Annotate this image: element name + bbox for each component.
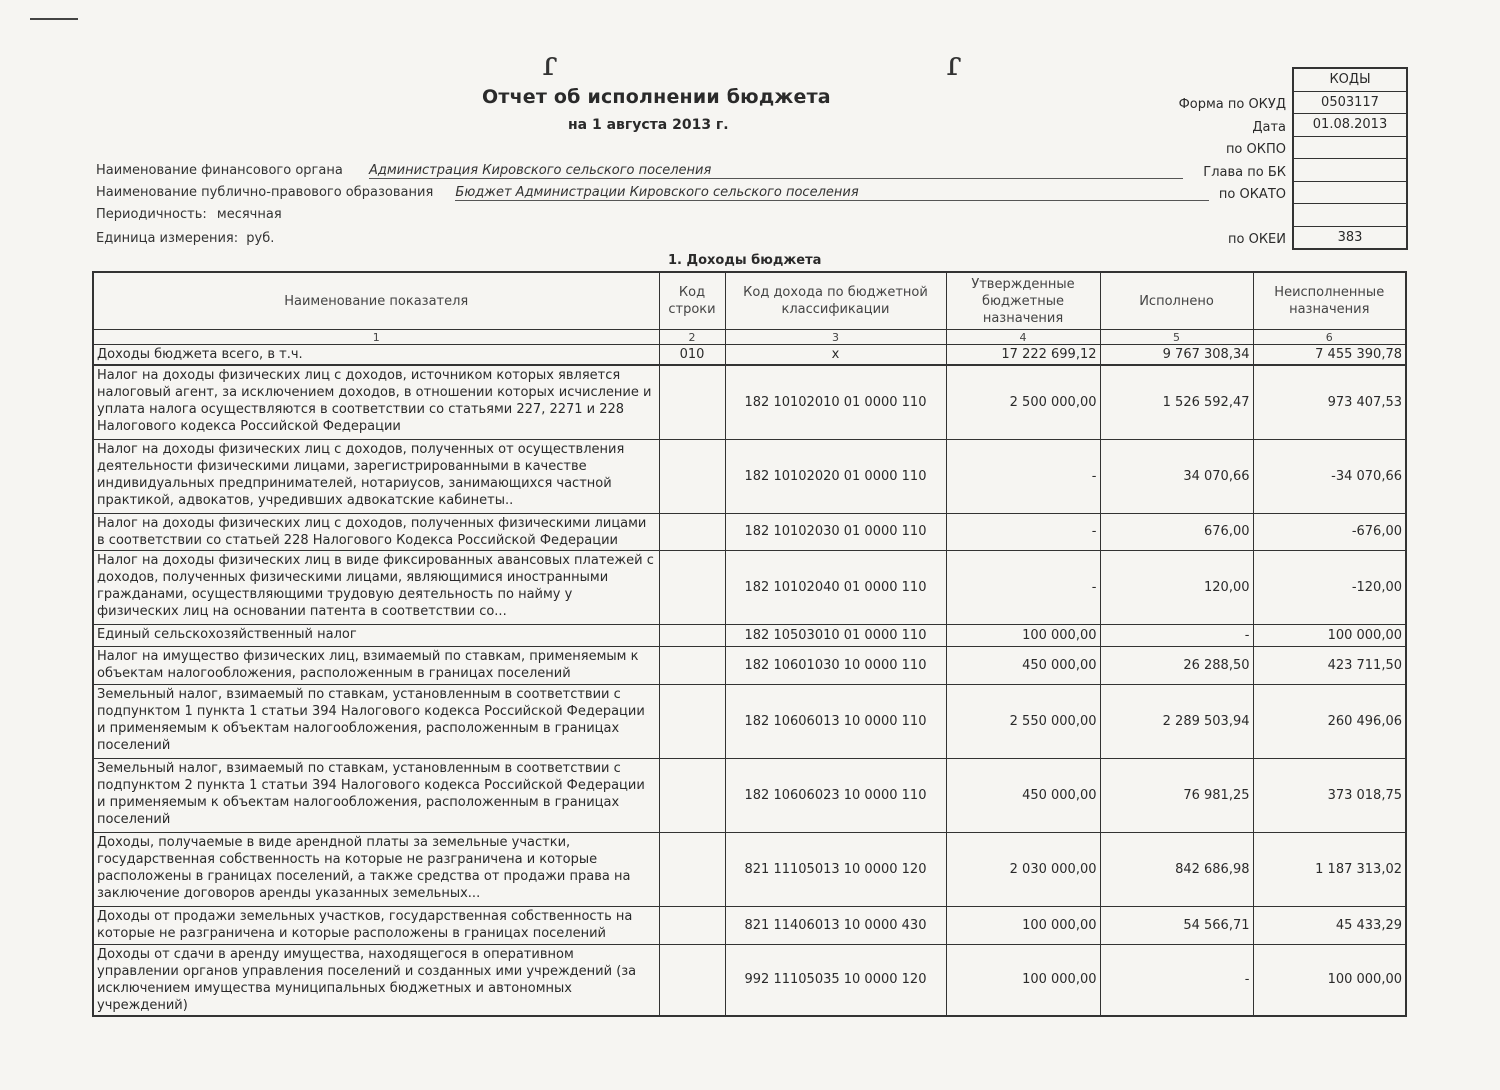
code-value: 0503117 <box>1294 91 1406 114</box>
unit-label: Единица измерения: <box>96 231 239 246</box>
fin-org-label: Наименование финансового органа <box>96 163 343 178</box>
row-name: Налог на доходы физических лиц с доходов, полученных физическими лицами в соответствии со статьей 228 Налогового Кодекса Российской Федерации <box>93 513 659 550</box>
row-approved: 100 000,00 <box>946 906 1100 944</box>
row-kbk: 182 10606013 10 0000 110 <box>725 684 946 758</box>
row-remaining: -676,00 <box>1253 513 1406 550</box>
row-kbk: 182 10601030 10 0000 110 <box>725 646 946 684</box>
row-name: Доходы, получаемые в виде арендной платы за земельные участки, государственная собственность на которые не разграничена и которые расположены в границах поселений, а также средства от продажи права на заключение договоров аренды указанных земельных... <box>93 832 659 906</box>
row-name: Налог на доходы физических лиц с доходов, источником которых является налоговый агент, за исключением доходов, в отношении которых исчисление и уплата налога осуществляются в соответствии со статьями 227, 2271 и 228 Налогового кодекса Российской Федерации <box>93 365 659 439</box>
row-executed: 76 981,25 <box>1100 758 1253 832</box>
row-line-code <box>659 758 725 832</box>
income-table <box>92 271 1407 1017</box>
row-name: Доходы от продажи земельных участков, государственная собственность на которые не разграничена и которые расположены в границах поселений <box>93 906 659 944</box>
row-line-code <box>659 944 725 1016</box>
row-remaining: 7 455 390,78 <box>1253 345 1406 366</box>
period-label: Периодичность: <box>96 207 207 222</box>
report-date: на 1 августа 2013 г. <box>568 117 729 133</box>
unit-row <box>96 231 274 246</box>
code-value <box>1294 136 1406 159</box>
entity-value: Бюджет Администрации Кировского сельского поселения <box>455 185 1209 201</box>
row-name: Земельный налог, взимаемый по ставкам, установленным в соответствии с подпунктом 1 пункта 1 статьи 394 Налогового кодекса Российской Федерации и применяемым к объектам налогообложения, расположенным в границах поселений <box>93 684 659 758</box>
period-row <box>96 207 282 222</box>
row-executed: 9 767 308,34 <box>1100 345 1253 366</box>
entity-label: Наименование публично-правового образования <box>96 185 434 200</box>
row-remaining: -120,00 <box>1253 550 1406 624</box>
row-executed: 842 686,98 <box>1100 832 1253 906</box>
row-approved: - <box>946 513 1100 550</box>
row-name: Доходы бюджета всего, в т.ч. <box>93 345 659 366</box>
row-line-code <box>659 439 725 513</box>
table-row <box>93 439 1406 513</box>
row-line-code <box>659 684 725 758</box>
section-title: 1. Доходы бюджета <box>668 253 822 268</box>
row-line-code <box>659 646 725 684</box>
row-executed: 26 288,50 <box>1100 646 1253 684</box>
table-body <box>93 345 1406 1016</box>
codes-box <box>1292 67 1408 250</box>
entity-row <box>96 185 1209 201</box>
row-line-code <box>659 624 725 646</box>
period-value: месячная <box>216 207 282 222</box>
row-approved: 450 000,00 <box>946 758 1100 832</box>
row-kbk: 182 10606023 10 0000 110 <box>725 758 946 832</box>
row-remaining: 373 018,75 <box>1253 758 1406 832</box>
code-value: 01.08.2013 <box>1294 113 1406 136</box>
table-row <box>93 550 1406 624</box>
row-approved: 17 222 699,12 <box>946 345 1100 366</box>
row-line-code <box>659 365 725 439</box>
row-approved: 450 000,00 <box>946 646 1100 684</box>
row-name: Единый сельскохозяйственный налог <box>93 624 659 646</box>
table-row <box>93 832 1406 906</box>
table-row <box>93 684 1406 758</box>
row-approved: - <box>946 550 1100 624</box>
row-kbk: 821 11406013 10 0000 430 <box>725 906 946 944</box>
col-header: Утвержденные бюджетные назначения <box>946 272 1100 330</box>
row-line-code <box>659 906 725 944</box>
row-line-code <box>659 832 725 906</box>
col-number: 2 <box>659 330 725 345</box>
row-kbk: 182 10102020 01 0000 110 <box>725 439 946 513</box>
table-row <box>93 345 1406 366</box>
row-executed: 676,00 <box>1100 513 1253 550</box>
row-executed: 120,00 <box>1100 550 1253 624</box>
col-header: Наименование показателя <box>93 272 659 330</box>
codes-heading: КОДЫ <box>1329 72 1371 87</box>
row-remaining: 100 000,00 <box>1253 944 1406 1016</box>
row-executed: 54 566,71 <box>1100 906 1253 944</box>
code-value <box>1294 181 1406 204</box>
row-name: Налог на доходы физических лиц в виде фиксированных авансовых платежей с доходов, полученных физическими лицами, являющимися иностранными гражданами, осуществляющими трудовую деятельность по найму у физических лиц на основании патента в соответствии со... <box>93 550 659 624</box>
table-row <box>93 365 1406 439</box>
row-kbk: 821 11105013 10 0000 120 <box>725 832 946 906</box>
stamp-mark-left: ɾ <box>542 44 558 84</box>
col-number: 6 <box>1253 330 1406 345</box>
col-header: Исполнено <box>1100 272 1253 330</box>
row-approved: 2 500 000,00 <box>946 365 1100 439</box>
table-row <box>93 944 1406 1016</box>
row-remaining: 973 407,53 <box>1253 365 1406 439</box>
column-number-row <box>93 330 1406 345</box>
row-kbk: 992 11105035 10 0000 120 <box>725 944 946 1016</box>
row-line-code: 010 <box>659 345 725 366</box>
row-approved: - <box>946 439 1100 513</box>
col-header: Код дохода по бюджетной классификации <box>725 272 946 330</box>
row-remaining: 45 433,29 <box>1253 906 1406 944</box>
table-row <box>93 646 1406 684</box>
col-header: Неисполненные назначения <box>1253 272 1406 330</box>
table-header-row <box>93 272 1406 330</box>
row-line-code <box>659 550 725 624</box>
row-kbk: 182 10102030 01 0000 110 <box>725 513 946 550</box>
code-value <box>1294 203 1406 226</box>
col-number: 3 <box>725 330 946 345</box>
row-executed: 2 289 503,94 <box>1100 684 1253 758</box>
row-name: Налог на имущество физических лиц, взимаемый по ставкам, применяемым к объектам налогообложения, расположенным в границах поселений <box>93 646 659 684</box>
row-kbk: 182 10102010 01 0000 110 <box>725 365 946 439</box>
row-approved: 2 550 000,00 <box>946 684 1100 758</box>
row-kbk: 182 10102040 01 0000 110 <box>725 550 946 624</box>
page-title: Отчет об исполнении бюджета <box>482 86 831 108</box>
row-kbk: х <box>725 345 946 366</box>
col-number: 5 <box>1100 330 1253 345</box>
code-label: по ОКАТО <box>1218 187 1286 202</box>
unit-value: руб. <box>246 231 275 246</box>
code-label: по ОКПО <box>1225 142 1286 157</box>
codes-labels <box>1086 94 1286 252</box>
row-approved: 2 030 000,00 <box>946 832 1100 906</box>
row-remaining: 260 496,06 <box>1253 684 1406 758</box>
code-value <box>1294 158 1406 181</box>
code-label: по ОКЕИ <box>1228 232 1286 247</box>
row-remaining: 423 711,50 <box>1253 646 1406 684</box>
code-label: Форма по ОКУД <box>1178 97 1286 112</box>
fin-org-value: Администрация Кировского сельского поселения <box>369 163 1183 179</box>
row-executed: 34 070,66 <box>1100 439 1253 513</box>
row-remaining: 100 000,00 <box>1253 624 1406 646</box>
row-remaining: 1 187 313,02 <box>1253 832 1406 906</box>
row-approved: 100 000,00 <box>946 624 1100 646</box>
col-header: Код строки <box>659 272 725 330</box>
col-number: 1 <box>93 330 659 345</box>
code-label <box>1086 207 1286 230</box>
corner-mark <box>30 18 78 20</box>
row-executed: - <box>1100 944 1253 1016</box>
table-row <box>93 758 1406 832</box>
col-number: 4 <box>946 330 1100 345</box>
table-row <box>93 624 1406 646</box>
stamp-mark-right: ɾ <box>946 44 962 84</box>
row-remaining: -34 070,66 <box>1253 439 1406 513</box>
code-label: Дата <box>1252 119 1286 135</box>
row-executed: - <box>1100 624 1253 646</box>
row-line-code <box>659 513 725 550</box>
row-name: Налог на доходы физических лиц с доходов, полученных от осуществления деятельности физическими лицами, зарегистрированными в качестве индивидуальных предпринимателей, нотариусов, занимающихся частной практикой, адвокатов, учредивших адвокатские кабинеты.. <box>93 439 659 513</box>
code-label: Глава по БК <box>1203 164 1286 180</box>
row-name: Доходы от сдачи в аренду имущества, находящегося в оперативном управлении органов управления поселений и созданных ими учреждений (за исключением имущества муниципальных бюджетных и автономных учреждений) <box>93 944 659 1016</box>
code-value: 383 <box>1294 226 1406 249</box>
table-row <box>93 906 1406 944</box>
fin-org-row <box>96 163 1183 179</box>
row-executed: 1 526 592,47 <box>1100 365 1253 439</box>
table-row <box>93 513 1406 550</box>
row-approved: 100 000,00 <box>946 944 1100 1016</box>
row-kbk: 182 10503010 01 0000 110 <box>725 624 946 646</box>
row-name: Земельный налог, взимаемый по ставкам, установленным в соответствии с подпунктом 2 пункта 1 статьи 394 Налогового кодекса Российской Федерации и применяемым к объектам налогообложения, расположенным в границах поселений <box>93 758 659 832</box>
